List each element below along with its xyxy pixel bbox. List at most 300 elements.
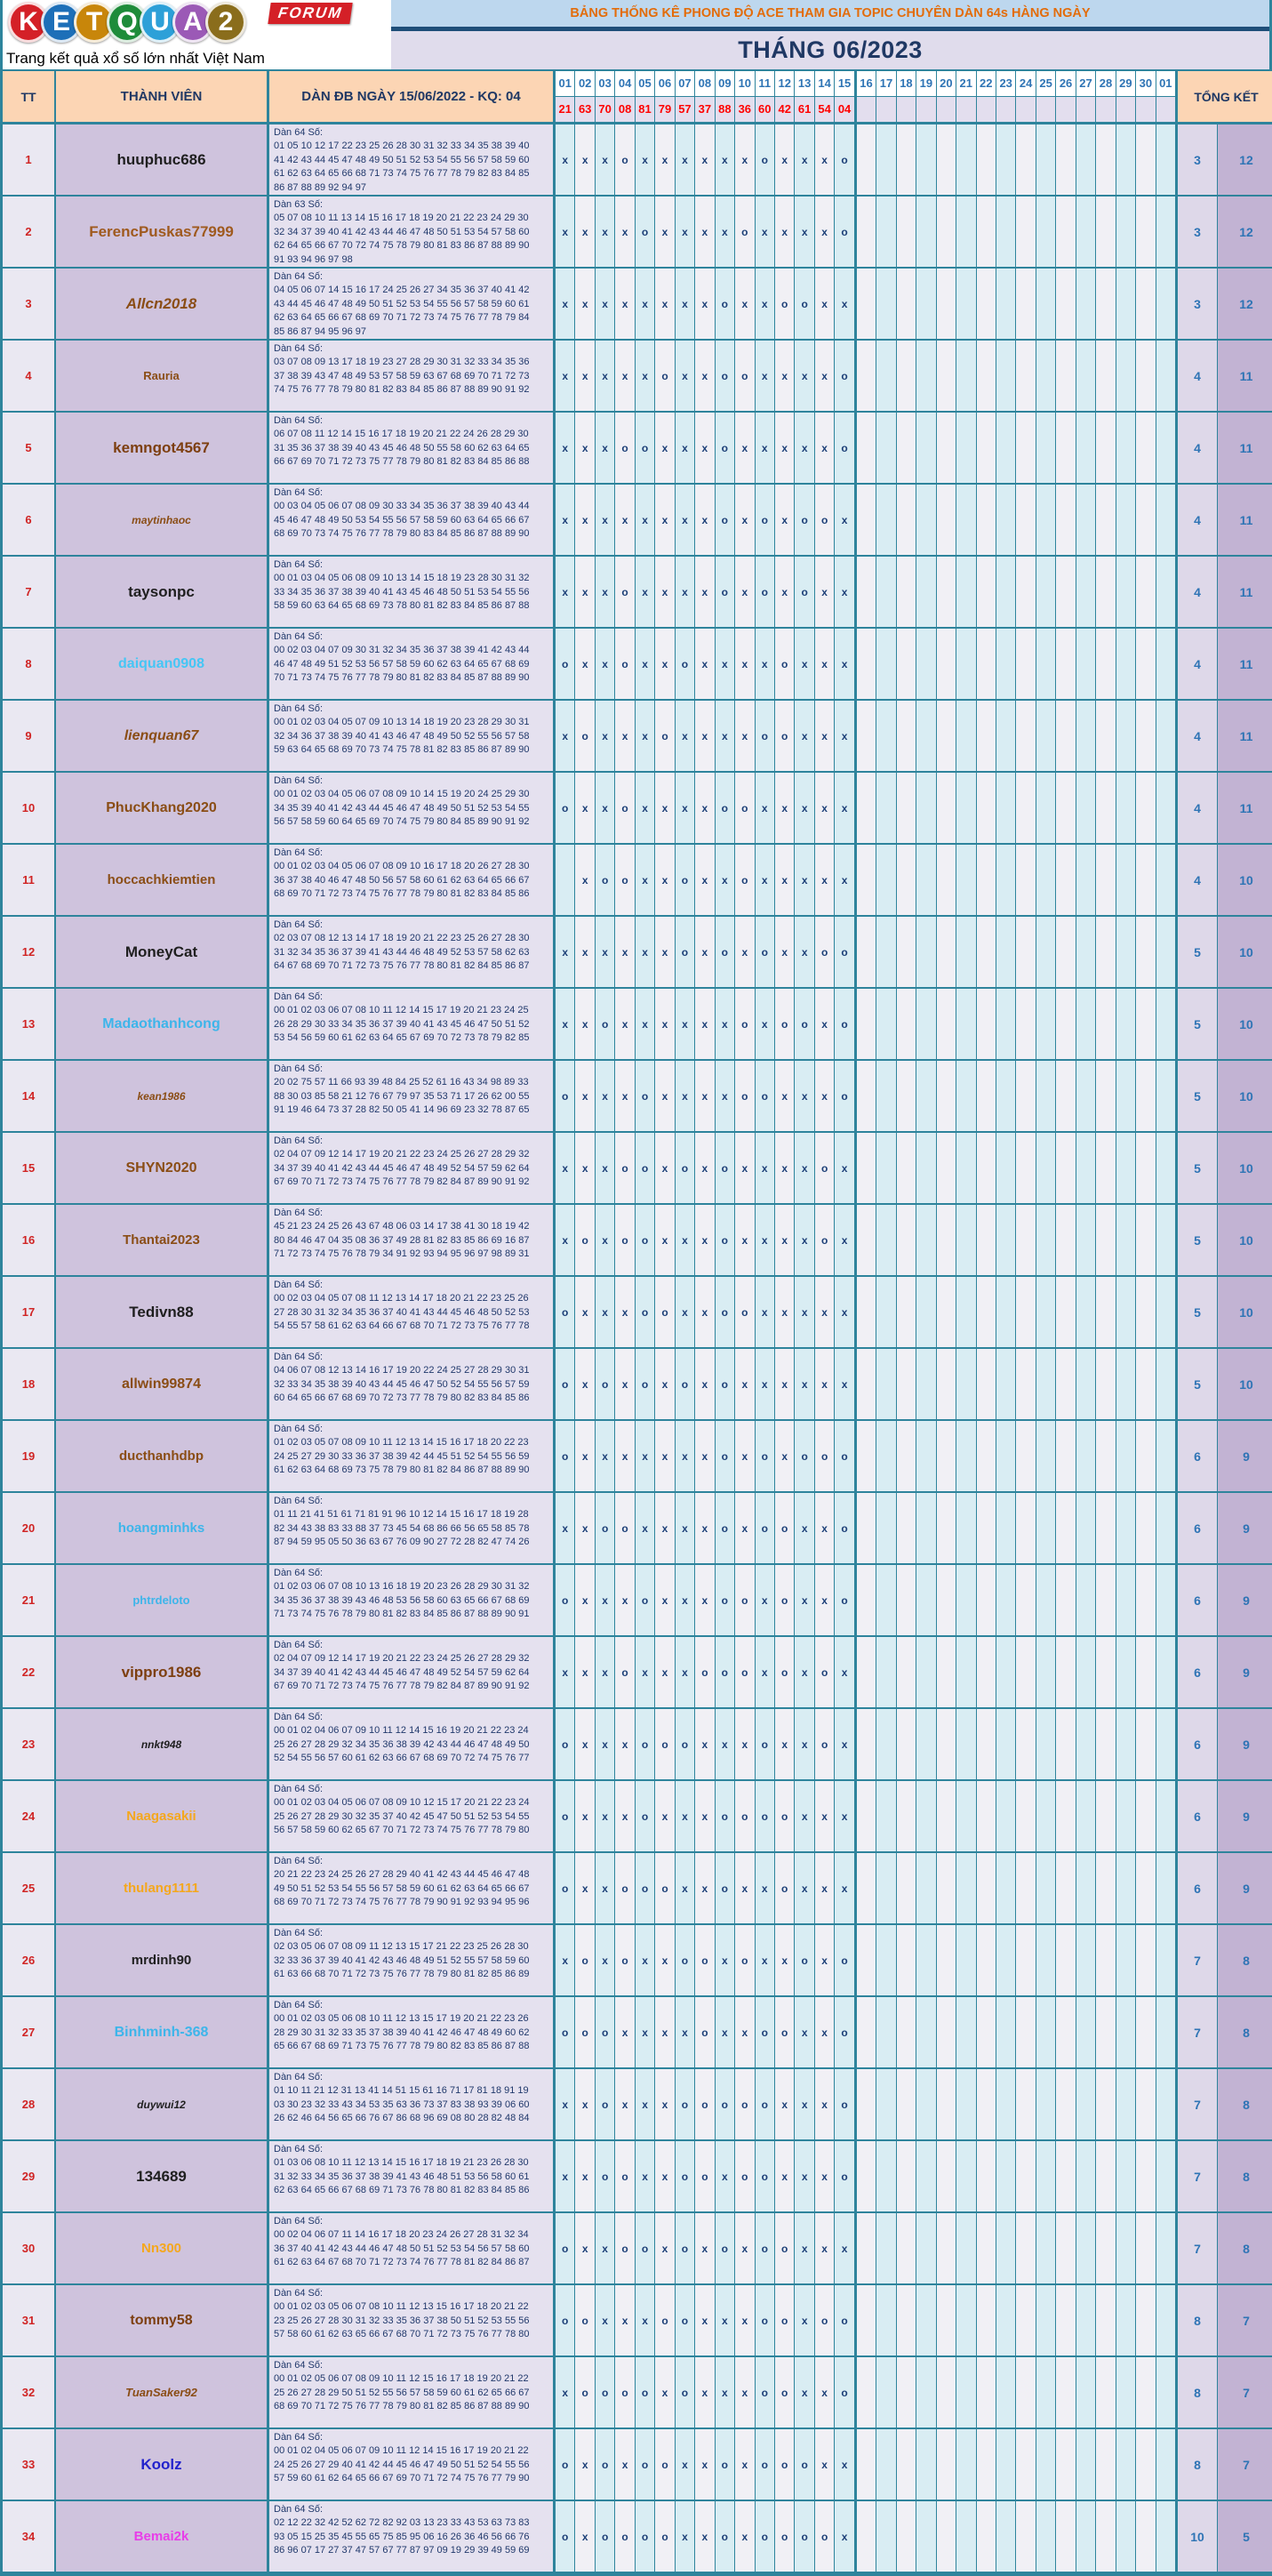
day-mark-cell <box>857 2501 876 2572</box>
table-row <box>3 1925 1269 1997</box>
day-mark-cell: x <box>575 2069 595 2139</box>
day-column-header: 03 <box>596 71 615 97</box>
day-mark-cell <box>996 629 1016 699</box>
day-mark-cell <box>897 269 916 339</box>
day-mark-cell <box>1156 413 1178 483</box>
day-mark-cell: x <box>556 917 575 987</box>
member-name-link[interactable]: huuphuc686 <box>116 150 206 168</box>
day-mark-cell <box>556 845 575 915</box>
member-name-link[interactable]: 134689 <box>136 2167 187 2185</box>
day-mark-cell <box>1096 485 1116 555</box>
day-mark-cell <box>876 197 896 267</box>
day-mark-cell: o <box>556 1781 575 1851</box>
day-mark-cell <box>996 1709 1016 1779</box>
day-mark-cell <box>876 1277 896 1347</box>
member-name-link[interactable]: kemngot4567 <box>113 438 210 456</box>
day-mark-cell <box>1096 1061 1116 1131</box>
day-mark-cell: o <box>775 1493 795 1563</box>
day-mark-cell <box>1056 1277 1076 1347</box>
day-mark-cell: x <box>575 557 595 627</box>
day-result-value <box>956 97 976 123</box>
day-mark-cell: x <box>775 124 795 195</box>
day-mark-cell: x <box>695 1781 715 1851</box>
member-name-link[interactable]: SHYN2020 <box>125 1160 197 1176</box>
day-marks <box>556 2213 1178 2283</box>
day-mark-cell: x <box>636 2285 655 2355</box>
day-mark-cell: o <box>775 2213 795 2283</box>
day-mark-cell: o <box>676 2285 695 2355</box>
day-mark-cell <box>977 2213 996 2283</box>
table-row <box>3 2429 1269 2501</box>
number-set-label: Dàn 63 Số: <box>274 199 324 210</box>
day-mark-cell <box>996 269 1016 339</box>
number-set-line: 71 73 74 75 76 78 79 80 81 82 83 84 85 86 87 88 89 90 91 <box>274 1609 530 1620</box>
day-column-header: 06 <box>655 71 675 97</box>
member-name-link[interactable]: TuanSaker92 <box>125 2386 197 2399</box>
member-name-link[interactable]: Binhminh-368 <box>114 2024 209 2040</box>
number-set-line: 00 02 04 06 07 11 14 16 17 18 20 23 24 26 27 28 31 32 34 <box>274 2229 529 2241</box>
day-mark-cell: o <box>795 1925 814 1995</box>
day-mark-cell <box>1096 2141 1116 2211</box>
day-mark-cell: o <box>735 341 755 411</box>
day-marks <box>556 1925 1178 1995</box>
day-mark-cell <box>996 1493 1016 1563</box>
day-mark-cell <box>977 773 996 843</box>
day-mark-cell <box>1156 2213 1178 2283</box>
member-name-link[interactable]: hoccachkiemtien <box>107 872 216 887</box>
member-cell <box>56 269 269 339</box>
member-name-link[interactable]: nnkt948 <box>140 1737 182 1751</box>
total-miss-count: 7 <box>1178 2069 1218 2139</box>
day-mark-cell: x <box>596 1925 615 1995</box>
day-mark-cell: o <box>596 845 615 915</box>
total-miss-count: 8 <box>1178 2357 1218 2428</box>
day-mark-cell <box>1096 1133 1116 1203</box>
member-name-link[interactable]: daiquan0908 <box>118 655 204 671</box>
table-body <box>3 124 1269 2573</box>
day-mark-cell: x <box>815 2141 835 2211</box>
day-mark-cell: o <box>636 2429 655 2500</box>
day-marks <box>556 701 1178 771</box>
number-set-label: Dàn 64 Số: <box>274 2216 324 2227</box>
day-mark-cell <box>1156 197 1178 267</box>
member-cell <box>56 1925 269 1995</box>
day-mark-cell: x <box>795 197 814 267</box>
day-mark-cell: x <box>835 1637 856 1707</box>
day-mark-cell <box>1076 1925 1096 1995</box>
day-mark-cell <box>1036 2357 1056 2428</box>
day-mark-cell: x <box>815 341 835 411</box>
table-row <box>3 2357 1269 2429</box>
day-mark-cell: x <box>735 557 755 627</box>
member-name-link[interactable]: Naagasakii <box>126 1809 196 1824</box>
number-set-line: 68 69 70 71 72 73 74 75 76 77 78 79 90 91 92 93 94 95 96 <box>274 1897 530 1908</box>
number-set-line: 45 46 47 48 49 50 53 54 55 56 57 58 59 60 63 64 65 66 67 <box>274 514 530 526</box>
day-mark-cell: x <box>775 773 795 843</box>
day-mark-cell <box>1016 1133 1036 1203</box>
day-mark-cell: x <box>636 124 655 195</box>
day-mark-cell <box>996 1853 1016 1923</box>
day-mark-cell <box>1136 341 1156 411</box>
member-name-link[interactable]: Nn300 <box>140 2241 182 2256</box>
day-mark-cell <box>876 2141 896 2211</box>
day-mark-cell <box>1036 269 1056 339</box>
day-mark-cell <box>1136 485 1156 555</box>
day-mark-cell <box>1136 2213 1156 2283</box>
day-mark-cell: o <box>716 917 735 987</box>
day-mark-cell: x <box>795 1637 814 1707</box>
day-mark-cell <box>1016 2141 1036 2211</box>
day-mark-cell: o <box>795 2429 814 2500</box>
member-name-link[interactable]: tommy58 <box>130 2312 193 2328</box>
day-mark-cell <box>1016 413 1036 483</box>
number-set-line: 00 01 02 03 04 05 07 09 10 13 14 18 19 20 23 28 29 30 31 <box>274 717 530 728</box>
day-mark-cell: o <box>596 1349 615 1419</box>
day-mark-cell: o <box>676 2213 695 2283</box>
day-mark-cell: o <box>835 341 856 411</box>
day-mark-cell: x <box>775 1925 795 1995</box>
day-mark-cell: o <box>756 2429 775 2500</box>
member-name-link[interactable]: taysonpc <box>128 582 195 600</box>
day-mark-cell <box>1076 989 1096 1059</box>
day-mark-cell: o <box>795 557 814 627</box>
table-row <box>3 1853 1269 1925</box>
day-mark-cell <box>956 1709 976 1779</box>
day-mark-cell: x <box>655 773 675 843</box>
day-result-value: 36 <box>735 97 755 123</box>
member-name-link[interactable]: PhucKhang2020 <box>106 799 217 815</box>
day-mark-cell: x <box>596 1205 615 1275</box>
day-mark-cell <box>977 1853 996 1923</box>
day-mark-cell <box>1096 413 1116 483</box>
number-set-label: Dàn 64 Số: <box>274 991 324 1002</box>
day-mark-cell <box>1016 1565 1036 1635</box>
day-mark-cell <box>937 845 956 915</box>
total-hit-count: 9 <box>1218 1853 1272 1923</box>
day-mark-cell: o <box>716 269 735 339</box>
day-mark-cell: x <box>775 917 795 987</box>
member-name-link[interactable]: phtrdeloto <box>132 1593 190 1607</box>
day-mark-cell: x <box>835 2213 856 2283</box>
member-name-link[interactable]: hoangminhks <box>117 1521 205 1536</box>
member-name-link[interactable]: duywui12 <box>137 2098 186 2111</box>
day-mark-cell <box>1116 701 1136 771</box>
day-mark-cell <box>1056 2285 1076 2355</box>
number-set-label: Dàn 64 Số: <box>274 127 324 138</box>
day-mark-cell: o <box>835 917 856 987</box>
table-row <box>3 989 1269 1061</box>
number-set-cell <box>269 2141 556 2211</box>
day-mark-cell: o <box>716 341 735 411</box>
day-marks <box>556 1565 1178 1635</box>
day-mark-cell: o <box>596 2141 615 2211</box>
day-mark-cell <box>977 341 996 411</box>
member-name-link[interactable]: lienquan67 <box>124 727 199 743</box>
day-mark-cell <box>1056 2069 1076 2139</box>
day-mark-cell <box>916 773 936 843</box>
day-mark-cell: x <box>795 1205 814 1275</box>
row-number: 21 <box>3 1565 56 1635</box>
number-set-line: 31 32 33 34 35 36 37 38 39 41 43 46 48 51 53 56 58 60 61 <box>274 2171 530 2182</box>
day-mark-cell <box>1116 1349 1136 1419</box>
number-set-label: Dàn 64 Số: <box>274 1856 324 1866</box>
day-mark-cell: x <box>695 917 715 987</box>
day-mark-cell: o <box>756 557 775 627</box>
day-mark-cell <box>1036 989 1056 1059</box>
day-mark-cell <box>916 557 936 627</box>
number-set-label: Dàn 64 Số: <box>274 631 324 642</box>
day-mark-cell: x <box>575 1709 595 1779</box>
day-mark-cell <box>1036 1853 1056 1923</box>
number-set-cell <box>269 1493 556 1563</box>
number-set-label: Dàn 64 Số: <box>274 1136 324 1146</box>
day-mark-cell: o <box>756 2213 775 2283</box>
day-marks <box>556 1997 1178 2067</box>
day-mark-cell <box>1156 701 1178 771</box>
day-mark-cell: x <box>676 1421 695 1491</box>
day-mark-cell <box>996 485 1016 555</box>
day-mark-cell: o <box>756 917 775 987</box>
number-set-label: Dàn 64 Số: <box>274 1784 324 1794</box>
day-mark-cell: o <box>775 2501 795 2572</box>
total-hit-count: 10 <box>1218 845 1272 915</box>
day-mark-cell <box>876 1349 896 1419</box>
total-hit-count: 11 <box>1218 341 1272 411</box>
day-mark-cell <box>1076 2357 1096 2428</box>
day-mark-cell: x <box>795 2285 814 2355</box>
day-column-header: 11 <box>756 71 775 97</box>
day-mark-cell <box>1076 1421 1096 1491</box>
day-mark-cell <box>1076 2285 1096 2355</box>
day-mark-cell <box>1136 1565 1156 1635</box>
total-miss-count: 6 <box>1178 1565 1218 1635</box>
member-name-link[interactable]: MoneyCat <box>124 943 198 960</box>
day-mark-cell <box>996 773 1016 843</box>
day-mark-cell: x <box>575 2213 595 2283</box>
day-mark-cell: x <box>575 1493 595 1563</box>
number-set-label: Dàn 64 Số: <box>274 1496 324 1506</box>
row-number: 5 <box>3 413 56 483</box>
number-set-cell <box>269 1853 556 1923</box>
member-name-link[interactable]: kean1986 <box>137 1089 186 1103</box>
day-mark-cell <box>1076 269 1096 339</box>
total-hit-count: 9 <box>1218 1565 1272 1635</box>
day-mark-cell <box>1076 2141 1096 2211</box>
member-name-link[interactable]: Thantai2023 <box>123 1232 200 1248</box>
day-mark-cell: x <box>575 1349 595 1419</box>
number-set-line: 53 54 56 59 60 61 62 63 64 65 67 69 70 72 73 78 79 82 85 <box>274 1032 530 1044</box>
total-hit-count: 7 <box>1218 2285 1272 2355</box>
day-mark-cell: x <box>815 701 835 771</box>
day-result-value: 88 <box>716 97 735 123</box>
day-mark-cell: x <box>735 629 755 699</box>
day-mark-cell <box>956 2429 976 2500</box>
day-result-value <box>977 97 996 123</box>
day-mark-cell: x <box>815 845 835 915</box>
day-mark-cell <box>1116 485 1136 555</box>
member-name-link[interactable]: Koolz <box>140 2455 182 2473</box>
member-name-link[interactable]: Bemai2k <box>133 2529 189 2544</box>
day-mark-cell <box>897 2285 916 2355</box>
number-set-line: 00 01 02 04 05 06 07 09 10 11 12 14 15 16 17 19 20 21 22 <box>274 2445 529 2457</box>
day-mark-cell: x <box>636 485 655 555</box>
row-number: 23 <box>3 1709 56 1779</box>
number-set-cell <box>269 845 556 915</box>
day-mark-cell <box>857 2285 876 2355</box>
day-mark-cell: x <box>596 1853 615 1923</box>
day-mark-cell <box>1096 2429 1116 2500</box>
number-set-line: 02 04 07 09 12 14 17 19 20 21 22 23 24 25 26 27 28 29 32 <box>274 1149 530 1160</box>
day-column-header: 01 <box>556 71 575 97</box>
day-marks <box>556 197 1178 267</box>
day-mark-cell: x <box>655 1565 675 1635</box>
day-mark-cell <box>1076 2501 1096 2572</box>
member-cell <box>56 1277 269 1347</box>
total-hit-count: 12 <box>1218 124 1272 195</box>
day-mark-cell <box>876 2501 896 2572</box>
row-number: 9 <box>3 701 56 771</box>
day-mark-cell <box>1096 1637 1116 1707</box>
day-mark-cell: x <box>575 917 595 987</box>
day-mark-cell: o <box>756 2501 775 2572</box>
day-mark-cell: o <box>815 1709 835 1779</box>
day-mark-cell <box>1056 989 1076 1059</box>
day-mark-cell <box>1016 2429 1036 2500</box>
member-name-link[interactable]: mrdinh90 <box>131 1953 192 1968</box>
day-mark-cell: x <box>596 701 615 771</box>
day-mark-cell <box>1056 1565 1076 1635</box>
day-mark-cell: o <box>775 2285 795 2355</box>
day-mark-cell <box>897 2429 916 2500</box>
day-mark-cell: x <box>615 1565 635 1635</box>
number-set-line: 23 25 26 27 28 30 31 32 33 35 36 37 38 50 51 52 53 55 56 <box>274 2315 530 2326</box>
number-set-line: 65 66 67 68 69 71 73 75 76 77 78 79 80 82 83 85 86 87 88 <box>274 2041 530 2052</box>
day-mark-cell <box>956 1853 976 1923</box>
member-cell <box>56 2213 269 2283</box>
day-mark-cell: x <box>835 701 856 771</box>
day-mark-cell <box>1116 2357 1136 2428</box>
day-mark-cell: x <box>756 197 775 267</box>
day-mark-cell: o <box>636 1853 655 1923</box>
member-name-link[interactable]: vippro1986 <box>121 1663 202 1681</box>
day-mark-cell: x <box>596 2213 615 2283</box>
total-miss-count: 7 <box>1178 2141 1218 2211</box>
day-mark-cell <box>956 1205 976 1275</box>
member-name-link[interactable]: Madaothanhcong <box>102 1015 220 1031</box>
day-mark-cell: x <box>655 1421 675 1491</box>
total-hit-count: 7 <box>1218 2429 1272 2500</box>
day-result-value <box>916 97 936 123</box>
day-mark-cell <box>876 1421 896 1491</box>
day-mark-cell: x <box>655 629 675 699</box>
day-mark-cell <box>937 485 956 555</box>
table-row <box>3 629 1269 701</box>
member-name-link[interactable]: Rauria <box>143 369 180 382</box>
day-mark-cell: x <box>636 2069 655 2139</box>
day-mark-cell: x <box>775 2069 795 2139</box>
day-mark-cell <box>857 1637 876 1707</box>
member-cell <box>56 1205 269 1275</box>
day-mark-cell: o <box>575 2357 595 2428</box>
day-mark-cell <box>916 2141 936 2211</box>
day-mark-cell <box>916 2213 936 2283</box>
day-mark-cell: o <box>556 1709 575 1779</box>
day-mark-cell <box>937 2213 956 2283</box>
number-set-line: 25 26 27 28 29 32 34 35 36 38 39 42 43 44 46 47 48 49 50 <box>274 1738 530 1750</box>
day-mark-cell: o <box>756 2285 775 2355</box>
member-name-link[interactable]: allwin99874 <box>122 1376 201 1392</box>
day-mark-cell <box>1056 2429 1076 2500</box>
day-mark-cell: x <box>575 1637 595 1707</box>
day-mark-cell <box>916 701 936 771</box>
day-mark-cell <box>1096 269 1116 339</box>
day-mark-cell <box>1036 701 1056 771</box>
day-mark-cell <box>1036 1925 1056 1995</box>
day-mark-cell: x <box>636 917 655 987</box>
day-mark-cell <box>977 1709 996 1779</box>
day-mark-cell: o <box>575 2285 595 2355</box>
member-name-link[interactable]: FerencPuskas77999 <box>89 222 234 240</box>
member-name-link[interactable]: thulang1111 <box>123 1881 200 1896</box>
day-mark-cell: x <box>655 1205 675 1275</box>
day-mark-cell <box>857 485 876 555</box>
member-name-link[interactable]: Allcn2018 <box>125 294 197 312</box>
day-mark-cell: x <box>756 1565 775 1635</box>
day-mark-cell <box>1056 1709 1076 1779</box>
day-mark-cell <box>1136 1493 1156 1563</box>
day-mark-cell <box>1076 1277 1096 1347</box>
day-mark-cell <box>996 197 1016 267</box>
member-name-link[interactable]: maytinhaoc <box>132 513 191 526</box>
day-mark-cell <box>1156 2141 1178 2211</box>
day-mark-cell <box>996 2429 1016 2500</box>
total-hit-count: 9 <box>1218 1781 1272 1851</box>
day-mark-cell: x <box>716 2357 735 2428</box>
day-mark-cell <box>1016 2501 1036 2572</box>
member-name-link[interactable]: ducthanhdbp <box>119 1448 204 1464</box>
number-set-cell <box>269 413 556 483</box>
day-column-header: 08 <box>695 71 715 97</box>
day-mark-cell <box>977 124 996 195</box>
table-row <box>3 1637 1269 1709</box>
day-mark-cell: x <box>775 845 795 915</box>
day-mark-cell <box>996 2213 1016 2283</box>
day-mark-cell <box>1136 701 1156 771</box>
day-mark-cell: o <box>655 2429 675 2500</box>
day-mark-cell <box>996 1637 1016 1707</box>
day-mark-cell <box>977 917 996 987</box>
number-set-line: 85 86 87 94 95 96 97 <box>274 325 366 337</box>
number-set-line: 03 30 23 32 33 43 34 53 35 63 36 73 37 83 38 93 39 06 60 <box>274 2099 530 2110</box>
total-hit-count: 9 <box>1218 1421 1272 1491</box>
day-mark-cell: o <box>756 1997 775 2067</box>
day-mark-cell <box>977 197 996 267</box>
member-cell <box>56 845 269 915</box>
number-set-line: 68 69 70 71 72 75 76 77 78 79 80 81 82 85 86 87 88 89 90 <box>274 2401 530 2412</box>
site-logo[interactable] <box>3 0 391 69</box>
member-cell <box>56 1133 269 1203</box>
table-row <box>3 1565 1269 1637</box>
row-number: 17 <box>3 1277 56 1347</box>
day-mark-cell: x <box>676 1997 695 2067</box>
day-mark-cell <box>1056 701 1076 771</box>
member-name-link[interactable]: Tedivn88 <box>129 1303 194 1320</box>
day-mark-cell <box>1036 1637 1056 1707</box>
number-set-line: 67 69 70 71 72 73 74 75 76 77 78 79 82 84 87 89 90 91 92 <box>274 1176 530 1188</box>
day-mark-cell <box>857 557 876 627</box>
day-mark-cell: o <box>835 124 856 195</box>
number-set-line: 46 47 48 49 51 52 53 56 57 58 59 60 62 63 64 65 67 68 69 <box>274 658 530 670</box>
